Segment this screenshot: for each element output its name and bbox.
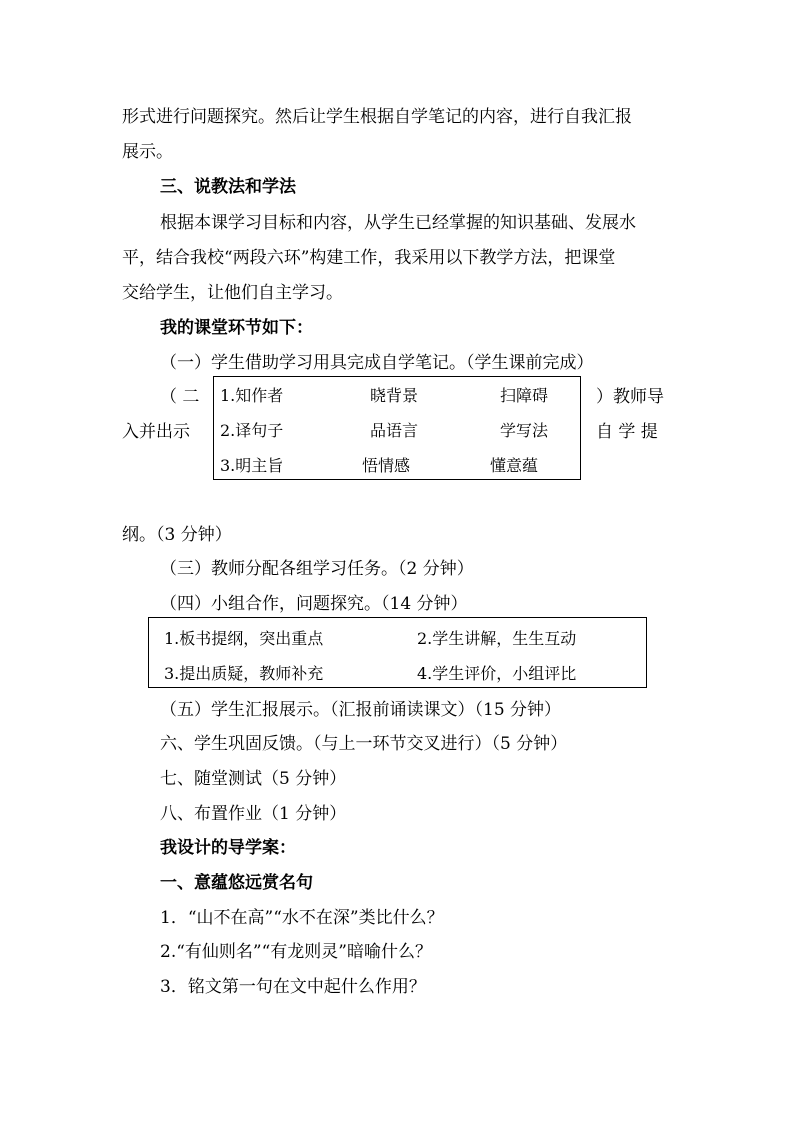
outline-cell: 学写法 (500, 421, 549, 440)
study-outline-box (213, 376, 581, 480)
paragraph-line: 平，结合我校“两段六环”构建工作，我采用以下教学方法，把课堂 (122, 248, 616, 268)
group-task-box (148, 617, 647, 688)
section-heading: 我的课堂环节如下： (160, 318, 313, 338)
outline-cell: 懂意蕴 (490, 456, 539, 475)
outline-cell: 晓背景 (370, 386, 419, 405)
outline-cell: 1.知作者 (220, 386, 284, 405)
step-line: （五）学生汇报展示。（汇报前诵读课文）（15 分钟） (160, 700, 562, 720)
task-cell: 4.学生评价，小组评比 (417, 664, 577, 683)
outline-cell: 3.明主旨 (220, 456, 284, 475)
step-line-fragment: ）教师导 (596, 387, 664, 407)
step-line: 纲。（3 分钟） (122, 525, 232, 545)
section-heading: 一、意蕴悠远赏名句 (160, 873, 313, 893)
question-line: 2.“有仙则名”“有龙则灵”暗喻什么？ (160, 942, 432, 962)
paragraph-line: 根据本课学习目标和内容，从学生已经掌握的知识基础、发展水 (160, 213, 636, 233)
step-line-fragment: 入并出示 (122, 422, 190, 442)
paragraph-line: 展示。 (122, 142, 173, 162)
outline-cell: 2.译句子 (220, 421, 284, 440)
step-line: （三）教师分配各组学习任务。（2 分钟） (160, 559, 474, 579)
step-line: （一）学生借助学习用具完成自学笔记。（学生课前完成） (160, 353, 594, 373)
task-cell: 3.提出质疑，教师补充 (164, 664, 324, 683)
step-line: 七、随堂测试（5 分钟） (160, 769, 347, 789)
step-line-fragment: （ 二 (160, 387, 200, 407)
step-line-fragment: 自 学 提 (596, 422, 658, 442)
section-heading: 我设计的导学案： (160, 838, 296, 858)
question-line: 3．铭文第一句在文中起什么作用？ (160, 977, 426, 997)
task-cell: 1.板书提纲，突出重点 (164, 629, 324, 648)
section-heading: 三、说教法和学法 (160, 177, 296, 197)
step-line: （四）小组合作，问题探究。（14 分钟） (160, 594, 468, 614)
step-line: 六、学生巩固反馈。（与上一环节交叉进行）（5 分钟） (160, 734, 568, 754)
paragraph-line: 交给学生，让他们自主学习。 (122, 283, 343, 303)
question-line: 1．“山不在高”“水不在深”类比什么？ (160, 908, 444, 928)
outline-cell: 品语言 (370, 421, 419, 440)
outline-cell: 悟情感 (362, 456, 411, 475)
paragraph-line: 形式进行问题探究。然后让学生根据自学笔记的内容，进行自我汇报 (122, 107, 632, 127)
task-cell: 2.学生讲解，生生互动 (417, 629, 577, 648)
step-line: 八、布置作业（1 分钟） (160, 804, 347, 824)
outline-cell: 扫障碍 (500, 386, 549, 405)
